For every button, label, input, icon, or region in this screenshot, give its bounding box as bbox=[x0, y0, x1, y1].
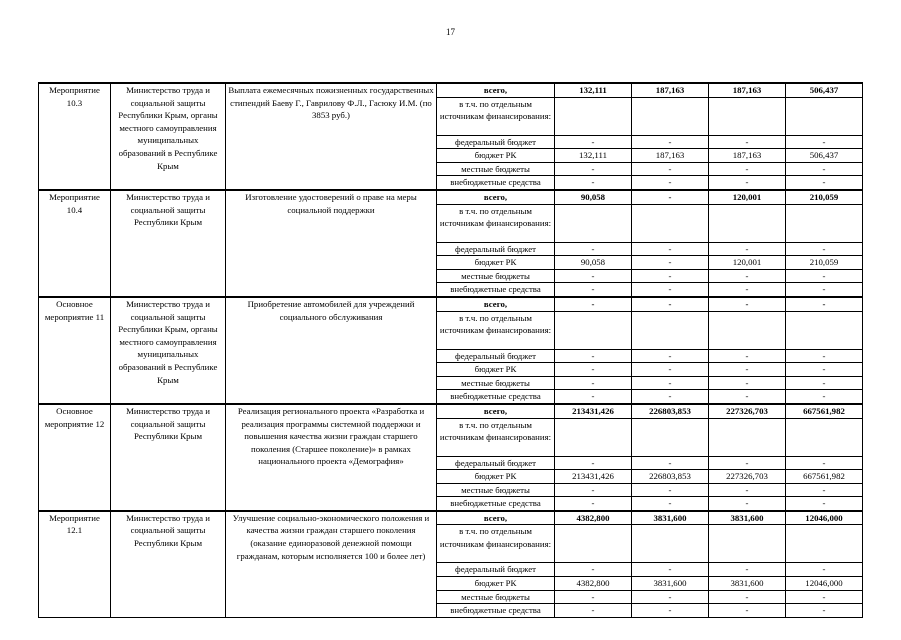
amount-cell: 187,163 bbox=[632, 83, 709, 97]
amount-cell: - bbox=[786, 563, 863, 577]
amount-cell: 667561,982 bbox=[786, 470, 863, 484]
amount-cell: 210,059 bbox=[786, 190, 863, 204]
amount-cell: 132,111 bbox=[555, 83, 632, 97]
source-label: внебюджетные средства bbox=[437, 604, 555, 618]
source-label: федеральный бюджет bbox=[437, 456, 555, 470]
amount-cell: - bbox=[709, 590, 786, 604]
amount-cell: 120,001 bbox=[709, 256, 786, 270]
source-label: местные бюджеты bbox=[437, 162, 555, 176]
amount-cell: - bbox=[709, 497, 786, 511]
amount-cell bbox=[786, 204, 863, 242]
amount-cell: - bbox=[709, 483, 786, 497]
amount-cell: - bbox=[555, 297, 632, 311]
source-label: федеральный бюджет bbox=[437, 349, 555, 363]
amount-cell: - bbox=[632, 297, 709, 311]
source-label: в т.ч. по отдельным источникам финансирования: bbox=[437, 97, 555, 135]
amount-cell: - bbox=[786, 497, 863, 511]
amount-cell: 187,163 bbox=[709, 149, 786, 163]
source-label: бюджет РК bbox=[437, 363, 555, 377]
amount-cell bbox=[632, 204, 709, 242]
amount-cell: - bbox=[709, 376, 786, 390]
amount-cell: - bbox=[555, 497, 632, 511]
amount-cell: - bbox=[709, 604, 786, 618]
table-row bbox=[39, 83, 863, 97]
amount-cell bbox=[555, 97, 632, 135]
event-cell: Основное мероприятие 12 bbox=[39, 404, 111, 511]
amount-cell bbox=[786, 525, 863, 563]
source-label: всего, bbox=[437, 297, 555, 311]
amount-cell: - bbox=[555, 604, 632, 618]
amount-cell: 667561,982 bbox=[786, 404, 863, 418]
amount-cell: - bbox=[555, 456, 632, 470]
amount-cell: 227326,703 bbox=[709, 404, 786, 418]
amount-cell bbox=[555, 525, 632, 563]
amount-cell: - bbox=[709, 283, 786, 297]
amount-cell: - bbox=[786, 269, 863, 283]
amount-cell: - bbox=[786, 176, 863, 190]
amount-cell: - bbox=[632, 363, 709, 377]
amount-cell: 506,437 bbox=[786, 83, 863, 97]
amount-cell: - bbox=[555, 176, 632, 190]
amount-cell: - bbox=[632, 135, 709, 149]
description-cell: Выплата ежемесячных пожизненных государственных стипендий Баеву Г., Гаврилову Ф.Л., Гасюку И.М. (по 3853 руб.) bbox=[226, 83, 437, 190]
amount-cell: 213431,426 bbox=[555, 470, 632, 484]
source-label: бюджет РК bbox=[437, 470, 555, 484]
amount-cell: - bbox=[709, 162, 786, 176]
source-label: всего, bbox=[437, 190, 555, 204]
amount-cell: - bbox=[632, 456, 709, 470]
event-cell: Основное мероприятие 11 bbox=[39, 297, 111, 404]
amount-cell: 187,163 bbox=[632, 149, 709, 163]
executor-cell: Министерство труда и социальной защиты Республики Крым, органы местного самоуправления муниципальных образований в Республике Крым bbox=[111, 297, 226, 404]
amount-cell: - bbox=[555, 162, 632, 176]
source-label: федеральный бюджет bbox=[437, 135, 555, 149]
amount-cell: 3831,600 bbox=[709, 511, 786, 525]
source-label: внебюджетные средства bbox=[437, 176, 555, 190]
amount-cell: 3831,600 bbox=[632, 511, 709, 525]
amount-cell: - bbox=[786, 135, 863, 149]
amount-cell bbox=[786, 311, 863, 349]
source-label: всего, bbox=[437, 83, 555, 97]
amount-cell: - bbox=[709, 135, 786, 149]
amount-cell bbox=[786, 418, 863, 456]
amount-cell: - bbox=[555, 242, 632, 256]
description-cell: Приобретение автомобилей для учреждений социального обслуживания bbox=[226, 297, 437, 404]
amount-cell: - bbox=[632, 376, 709, 390]
amount-cell bbox=[632, 97, 709, 135]
table-row bbox=[39, 511, 863, 525]
amount-cell bbox=[632, 525, 709, 563]
source-label: всего, bbox=[437, 404, 555, 418]
amount-cell: - bbox=[555, 363, 632, 377]
amount-cell: 3831,600 bbox=[709, 577, 786, 591]
amount-cell bbox=[709, 525, 786, 563]
description-cell: Реализация регионального проекта «Разработка и реализация программы системной поддержки и повышения качества жизни граждан старшего поколения (Старшее поколение)» в рамках национального проекта «Демография» bbox=[226, 404, 437, 511]
amount-cell: - bbox=[709, 176, 786, 190]
amount-cell: - bbox=[555, 376, 632, 390]
amount-cell: - bbox=[786, 590, 863, 604]
amount-cell bbox=[632, 311, 709, 349]
amount-cell: - bbox=[555, 135, 632, 149]
executor-cell: Министерство труда и социальной защиты Республики Крым, органы местного самоуправления муниципальных образований в Республике Крым bbox=[111, 83, 226, 190]
amount-cell: - bbox=[709, 563, 786, 577]
amount-cell: - bbox=[632, 256, 709, 270]
source-label: внебюджетные средства bbox=[437, 497, 555, 511]
amount-cell: - bbox=[632, 176, 709, 190]
amount-cell: 210,059 bbox=[786, 256, 863, 270]
funding-table bbox=[38, 82, 863, 618]
amount-cell: - bbox=[786, 390, 863, 404]
amount-cell: - bbox=[632, 269, 709, 283]
amount-cell: - bbox=[632, 283, 709, 297]
source-label: бюджет РК bbox=[437, 577, 555, 591]
amount-cell bbox=[709, 97, 786, 135]
amount-cell: - bbox=[709, 456, 786, 470]
source-label: местные бюджеты bbox=[437, 269, 555, 283]
amount-cell: - bbox=[786, 297, 863, 311]
amount-cell: - bbox=[555, 283, 632, 297]
amount-cell: - bbox=[632, 563, 709, 577]
amount-cell: - bbox=[709, 349, 786, 363]
amount-cell: - bbox=[786, 283, 863, 297]
amount-cell bbox=[709, 311, 786, 349]
event-cell: Мероприятие 10.4 bbox=[39, 190, 111, 297]
amount-cell: - bbox=[709, 363, 786, 377]
description-cell: Улучшение социально-экономического положения и качества жизни граждан старшего поколения (оказание единоразовой денежной помощи гражданам, которым исполняется 100 и более лет) bbox=[226, 511, 437, 617]
amount-cell: 4382,800 bbox=[555, 577, 632, 591]
amount-cell: 187,163 bbox=[709, 83, 786, 97]
amount-cell: 12046,000 bbox=[786, 511, 863, 525]
amount-cell: 227326,703 bbox=[709, 470, 786, 484]
amount-cell: - bbox=[632, 590, 709, 604]
source-label: внебюджетные средства bbox=[437, 390, 555, 404]
amount-cell: - bbox=[632, 349, 709, 363]
source-label: в т.ч. по отдельным источникам финансирования: bbox=[437, 311, 555, 349]
amount-cell: - bbox=[709, 242, 786, 256]
amount-cell bbox=[709, 418, 786, 456]
source-label: внебюджетные средства bbox=[437, 283, 555, 297]
amount-cell: 12046,000 bbox=[786, 577, 863, 591]
amount-cell: - bbox=[555, 390, 632, 404]
amount-cell: 132,111 bbox=[555, 149, 632, 163]
executor-cell: Министерство труда и социальной защиты Республики Крым bbox=[111, 404, 226, 511]
amount-cell: - bbox=[632, 190, 709, 204]
source-label: федеральный бюджет bbox=[437, 242, 555, 256]
amount-cell: - bbox=[632, 242, 709, 256]
amount-cell: 90,058 bbox=[555, 256, 632, 270]
amount-cell: - bbox=[632, 483, 709, 497]
amount-cell: - bbox=[786, 349, 863, 363]
amount-cell bbox=[555, 418, 632, 456]
amount-cell: - bbox=[555, 563, 632, 577]
amount-cell: - bbox=[632, 604, 709, 618]
event-cell: Мероприятие 12.1 bbox=[39, 511, 111, 617]
amount-cell: 213431,426 bbox=[555, 404, 632, 418]
amount-cell: - bbox=[786, 363, 863, 377]
amount-cell: 3831,600 bbox=[632, 577, 709, 591]
amount-cell: 506,437 bbox=[786, 149, 863, 163]
amount-cell: - bbox=[709, 390, 786, 404]
amount-cell: - bbox=[632, 497, 709, 511]
page-number: 17 bbox=[446, 27, 455, 37]
amount-cell: - bbox=[709, 297, 786, 311]
amount-cell: - bbox=[709, 269, 786, 283]
amount-cell bbox=[786, 97, 863, 135]
source-label: местные бюджеты bbox=[437, 376, 555, 390]
amount-cell: - bbox=[555, 349, 632, 363]
amount-cell bbox=[555, 311, 632, 349]
table-row bbox=[39, 190, 863, 204]
amount-cell: 90,058 bbox=[555, 190, 632, 204]
amount-cell: 4382,800 bbox=[555, 511, 632, 525]
executor-cell: Министерство труда и социальной защиты Республики Крым bbox=[111, 190, 226, 297]
amount-cell: - bbox=[786, 242, 863, 256]
amount-cell bbox=[555, 204, 632, 242]
amount-cell bbox=[632, 418, 709, 456]
source-label: бюджет РК bbox=[437, 149, 555, 163]
amount-cell: - bbox=[555, 590, 632, 604]
amount-cell: - bbox=[786, 604, 863, 618]
executor-cell: Министерство труда и социальной защиты Республики Крым bbox=[111, 511, 226, 617]
event-cell: Мероприятие 10.3 bbox=[39, 83, 111, 190]
table-row bbox=[39, 404, 863, 418]
amount-cell bbox=[709, 204, 786, 242]
source-label: в т.ч. по отдельным источникам финансирования: bbox=[437, 418, 555, 456]
amount-cell: - bbox=[555, 483, 632, 497]
amount-cell: - bbox=[632, 162, 709, 176]
amount-cell: 120,001 bbox=[709, 190, 786, 204]
amount-cell: 226803,853 bbox=[632, 404, 709, 418]
source-label: местные бюджеты bbox=[437, 590, 555, 604]
source-label: в т.ч. по отдельным источникам финансирования: bbox=[437, 204, 555, 242]
table-row bbox=[39, 297, 863, 311]
description-cell: Изготовление удостоверений о праве на меры социальной поддержки bbox=[226, 190, 437, 297]
source-label: всего, bbox=[437, 511, 555, 525]
source-label: местные бюджеты bbox=[437, 483, 555, 497]
amount-cell: - bbox=[786, 162, 863, 176]
source-label: федеральный бюджет bbox=[437, 563, 555, 577]
amount-cell: - bbox=[786, 376, 863, 390]
amount-cell: - bbox=[555, 269, 632, 283]
amount-cell: - bbox=[786, 456, 863, 470]
amount-cell: - bbox=[786, 483, 863, 497]
amount-cell: 226803,853 bbox=[632, 470, 709, 484]
source-label: бюджет РК bbox=[437, 256, 555, 270]
amount-cell: - bbox=[632, 390, 709, 404]
source-label: в т.ч. по отдельным источникам финансирования: bbox=[437, 525, 555, 563]
